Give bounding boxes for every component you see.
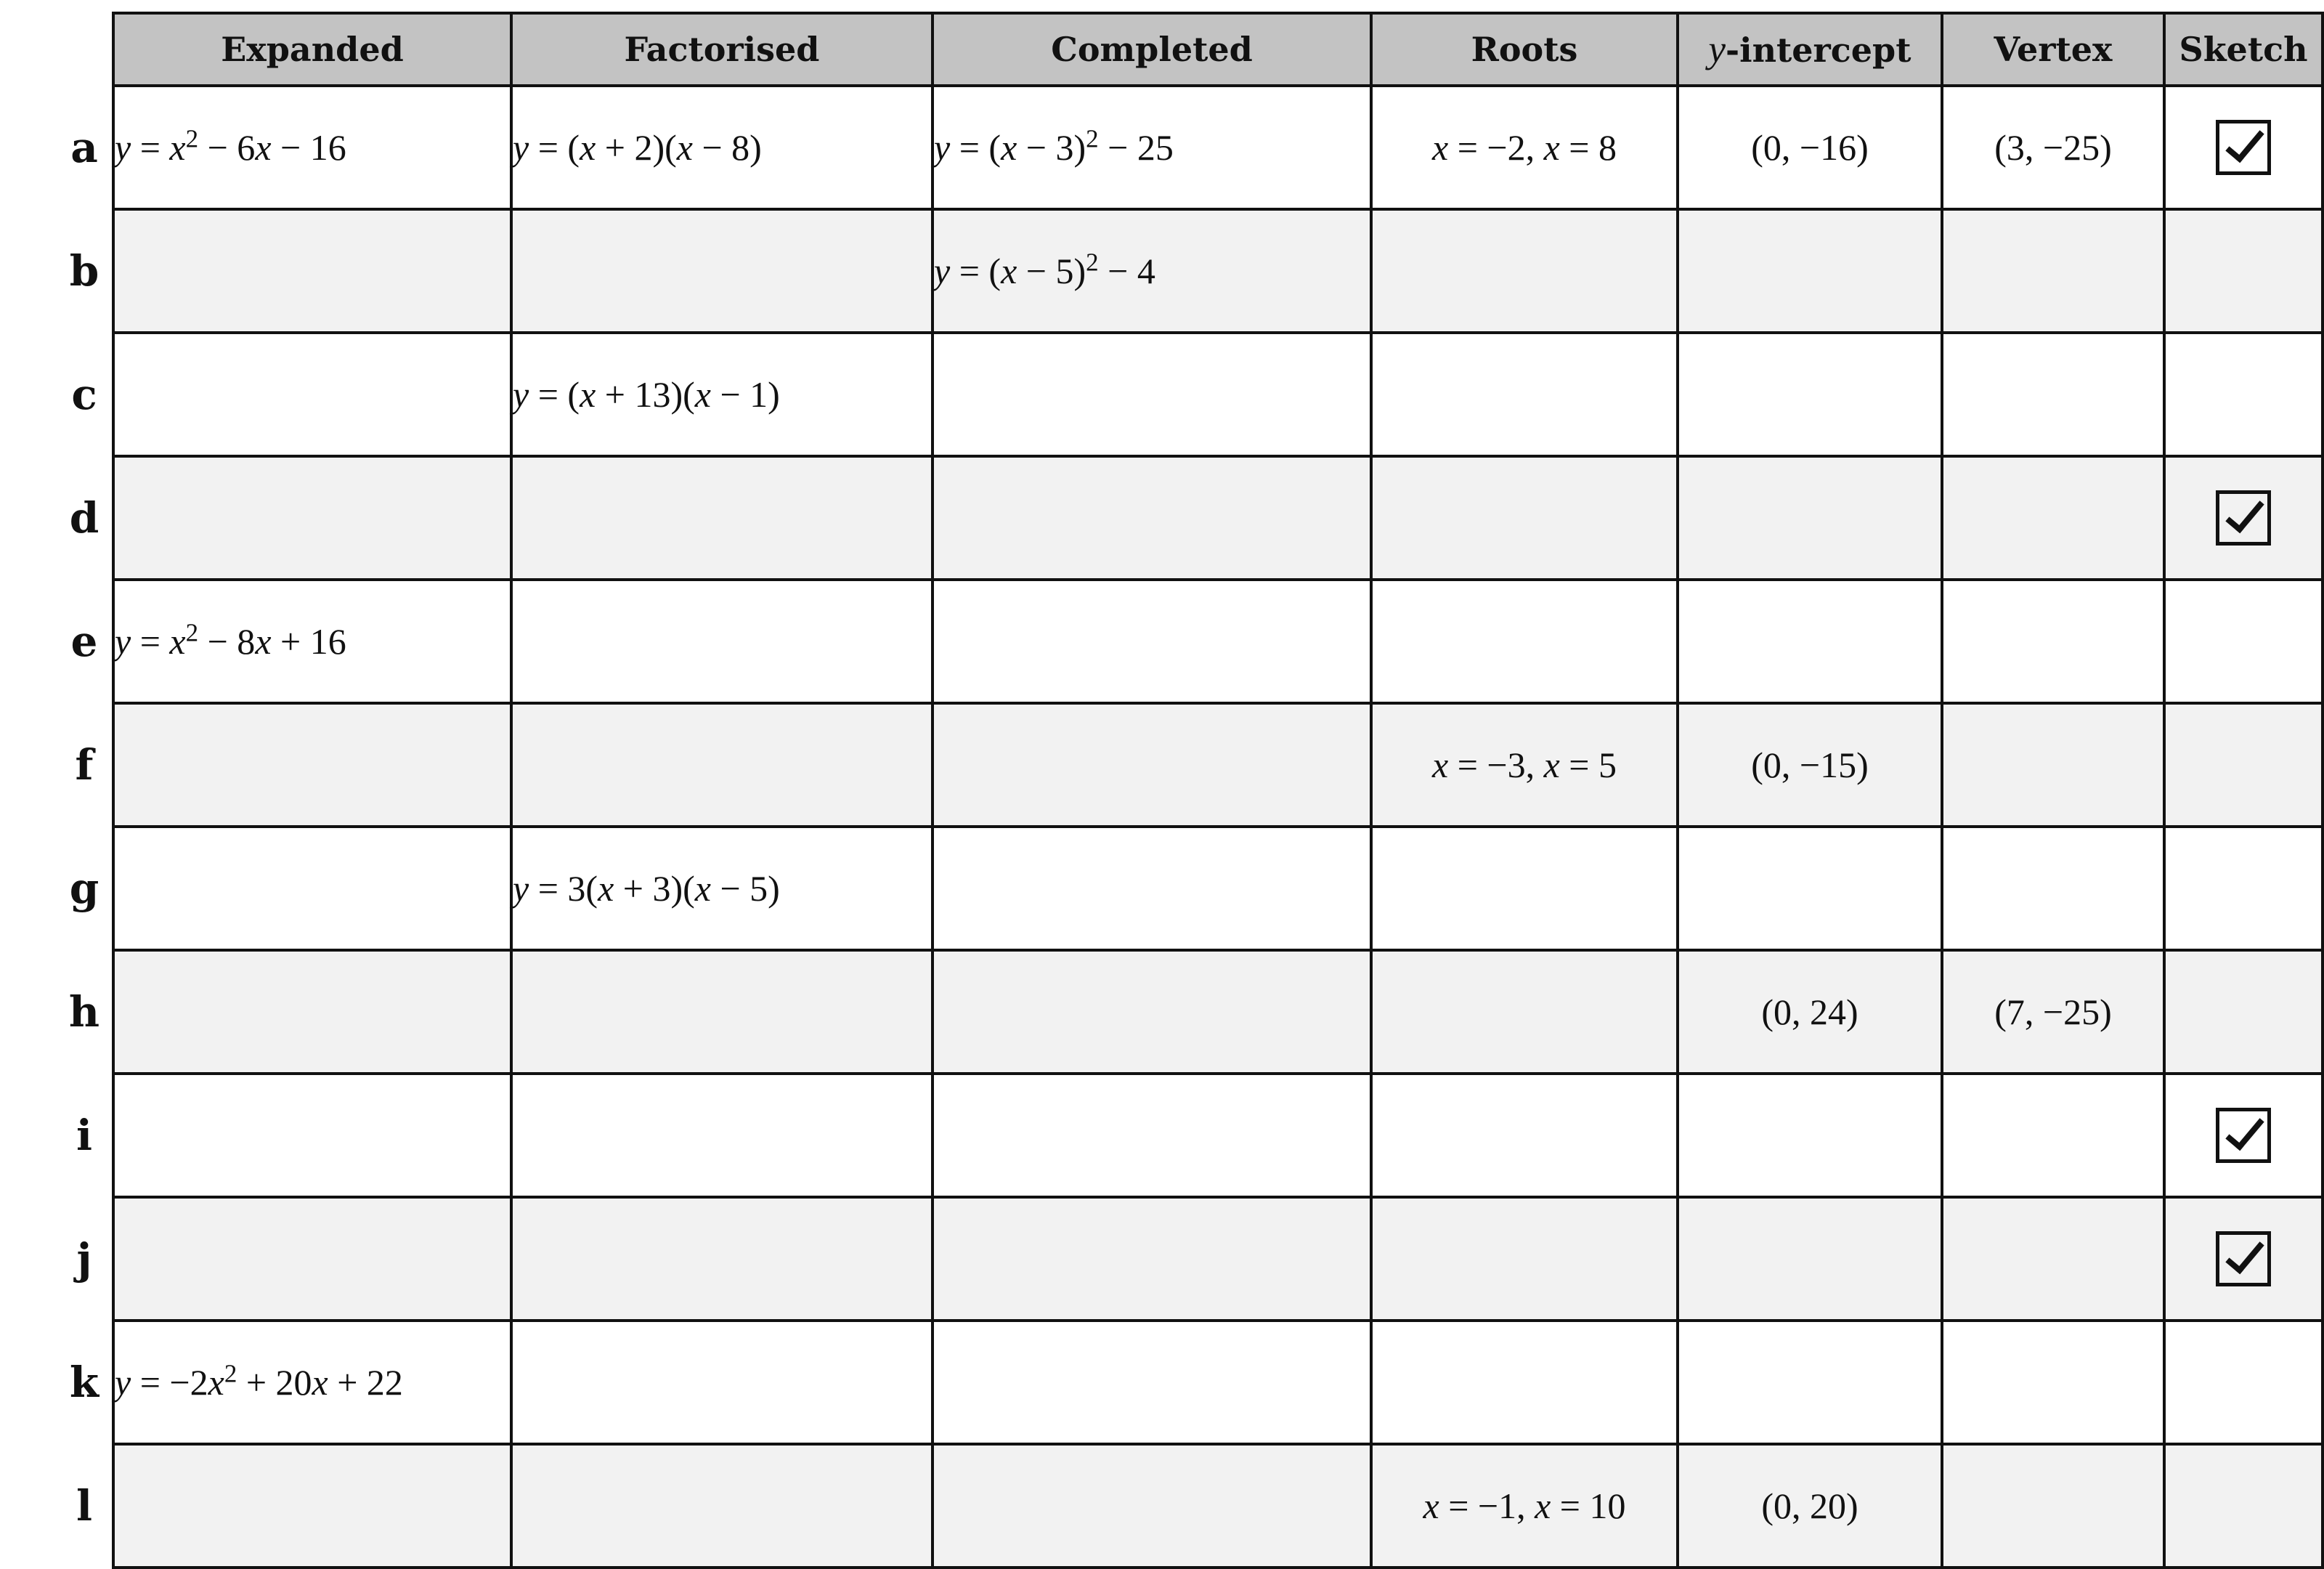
row-label: d bbox=[57, 456, 113, 580]
checked-box-icon bbox=[2216, 490, 2271, 546]
row-label: c bbox=[57, 333, 113, 456]
cell-expanded: $y = x^2 - 8x + 16$ bbox=[113, 580, 511, 703]
cell-expanded bbox=[113, 950, 511, 1074]
cell-factorised bbox=[511, 1444, 933, 1568]
row-label: k bbox=[57, 1321, 113, 1444]
cell-roots bbox=[1371, 456, 1678, 580]
cell-sketch bbox=[2164, 86, 2323, 209]
cell-sketch bbox=[2164, 456, 2323, 580]
cell-y-intercept: (0, 24) bbox=[1678, 950, 1942, 1074]
cell-factorised bbox=[511, 209, 933, 333]
cell-y-intercept: (0, 20) bbox=[1678, 1444, 1942, 1568]
cell-expanded bbox=[113, 456, 511, 580]
table-row bbox=[57, 827, 2323, 950]
cell-sketch bbox=[2164, 333, 2323, 456]
quadratics-table bbox=[57, 12, 2324, 1569]
cell-completed: $y = (x - 5)^2 - 4$ bbox=[933, 209, 1371, 333]
cell-vertex bbox=[1942, 209, 2164, 333]
cell-y-intercept bbox=[1678, 456, 1942, 580]
cell-vertex bbox=[1942, 333, 2164, 456]
cell-roots bbox=[1371, 580, 1678, 703]
checked-box-icon bbox=[2216, 120, 2271, 175]
column-header-sketch: Sketch bbox=[2164, 13, 2323, 86]
row-label: j bbox=[57, 1197, 113, 1321]
cell-expanded bbox=[113, 209, 511, 333]
cell-vertex bbox=[1942, 1074, 2164, 1197]
cell-completed bbox=[933, 1197, 1371, 1321]
cell-sketch bbox=[2164, 703, 2323, 827]
cell-completed bbox=[933, 580, 1371, 703]
checked-box-icon bbox=[2216, 1108, 2271, 1163]
cell-y-intercept: (0, −16) bbox=[1678, 86, 1942, 209]
cell-factorised: y = (x + 2)(x − 8) bbox=[511, 86, 933, 209]
cell-roots: x = −3, x = 5 bbox=[1371, 703, 1678, 827]
cell-roots bbox=[1371, 1321, 1678, 1444]
cell-sketch bbox=[2164, 827, 2323, 950]
cell-roots bbox=[1371, 827, 1678, 950]
row-label: l bbox=[57, 1444, 113, 1568]
cell-expanded bbox=[113, 703, 511, 827]
column-header-completed: Completed bbox=[933, 13, 1371, 86]
table-row bbox=[57, 1321, 2323, 1444]
cell-factorised bbox=[511, 1074, 933, 1197]
table-row bbox=[57, 456, 2323, 580]
table-row bbox=[57, 1074, 2323, 1197]
row-label: a bbox=[57, 86, 113, 209]
table-row bbox=[57, 1197, 2323, 1321]
cell-completed bbox=[933, 1321, 1371, 1444]
cell-roots bbox=[1371, 333, 1678, 456]
cell-completed bbox=[933, 703, 1371, 827]
table-row bbox=[57, 333, 2323, 456]
table-row bbox=[57, 86, 2323, 209]
cell-factorised bbox=[511, 456, 933, 580]
cell-vertex bbox=[1942, 580, 2164, 703]
cell-sketch bbox=[2164, 1074, 2323, 1197]
cell-factorised bbox=[511, 580, 933, 703]
cell-vertex bbox=[1942, 1444, 2164, 1568]
cell-sketch bbox=[2164, 209, 2323, 333]
column-header-factorised: Factorised bbox=[511, 13, 933, 86]
cell-sketch bbox=[2164, 580, 2323, 703]
cell-vertex bbox=[1942, 827, 2164, 950]
header-row bbox=[57, 13, 2323, 86]
cell-vertex bbox=[1942, 1321, 2164, 1444]
cell-sketch bbox=[2164, 1444, 2323, 1568]
cell-vertex: (3, −25) bbox=[1942, 86, 2164, 209]
table-row bbox=[57, 1444, 2323, 1568]
row-label: b bbox=[57, 209, 113, 333]
cell-sketch bbox=[2164, 950, 2323, 1074]
cell-roots bbox=[1371, 1074, 1678, 1197]
cell-completed bbox=[933, 456, 1371, 580]
cell-y-intercept bbox=[1678, 333, 1942, 456]
cell-factorised bbox=[511, 1321, 933, 1444]
cell-completed bbox=[933, 1444, 1371, 1568]
cell-factorised: y = 3(x + 3)(x − 5) bbox=[511, 827, 933, 950]
table-row bbox=[57, 703, 2323, 827]
cell-vertex bbox=[1942, 1197, 2164, 1321]
column-header-expanded: Expanded bbox=[113, 13, 511, 86]
cell-roots bbox=[1371, 209, 1678, 333]
cell-y-intercept bbox=[1678, 1321, 1942, 1444]
cell-expanded bbox=[113, 1197, 511, 1321]
row-label: e bbox=[57, 580, 113, 703]
column-header-y-intercept: y-intercept bbox=[1678, 13, 1942, 86]
cell-y-intercept bbox=[1678, 1197, 1942, 1321]
cell-vertex bbox=[1942, 703, 2164, 827]
corner-cell bbox=[57, 13, 113, 86]
cell-factorised bbox=[511, 703, 933, 827]
column-header-vertex: Vertex bbox=[1942, 13, 2164, 86]
column-header-roots: Roots bbox=[1371, 13, 1678, 86]
table-row bbox=[57, 580, 2323, 703]
cell-roots bbox=[1371, 1197, 1678, 1321]
cell-sketch bbox=[2164, 1321, 2323, 1444]
row-label: f bbox=[57, 703, 113, 827]
cell-y-intercept: (0, −15) bbox=[1678, 703, 1942, 827]
cell-factorised bbox=[511, 950, 933, 1074]
cell-expanded: $y = x^2 - 6x - 16$ bbox=[113, 86, 511, 209]
cell-expanded: $y = -2x^2 + 20x + 22$ bbox=[113, 1321, 511, 1444]
cell-roots: x = −1, x = 10 bbox=[1371, 1444, 1678, 1568]
cell-expanded bbox=[113, 333, 511, 456]
cell-completed: $y = (x - 3)^2 - 25$ bbox=[933, 86, 1371, 209]
cell-expanded bbox=[113, 827, 511, 950]
cell-expanded bbox=[113, 1444, 511, 1568]
cell-y-intercept bbox=[1678, 1074, 1942, 1197]
cell-completed bbox=[933, 827, 1371, 950]
cell-factorised bbox=[511, 1197, 933, 1321]
cell-sketch bbox=[2164, 1197, 2323, 1321]
row-label: i bbox=[57, 1074, 113, 1197]
cell-factorised: y = (x + 13)(x − 1) bbox=[511, 333, 933, 456]
table-row bbox=[57, 209, 2323, 333]
cell-y-intercept bbox=[1678, 827, 1942, 950]
cell-completed bbox=[933, 1074, 1371, 1197]
cell-roots: x = −2, x = 8 bbox=[1371, 86, 1678, 209]
cell-y-intercept bbox=[1678, 209, 1942, 333]
cell-completed bbox=[933, 333, 1371, 456]
cell-vertex: (7, −25) bbox=[1942, 950, 2164, 1074]
cell-completed bbox=[933, 950, 1371, 1074]
cell-vertex bbox=[1942, 456, 2164, 580]
row-label: g bbox=[57, 827, 113, 950]
table-row bbox=[57, 950, 2323, 1074]
cell-expanded bbox=[113, 1074, 511, 1197]
cell-roots bbox=[1371, 950, 1678, 1074]
row-label: h bbox=[57, 950, 113, 1074]
cell-y-intercept bbox=[1678, 580, 1942, 703]
checked-box-icon bbox=[2216, 1231, 2271, 1286]
